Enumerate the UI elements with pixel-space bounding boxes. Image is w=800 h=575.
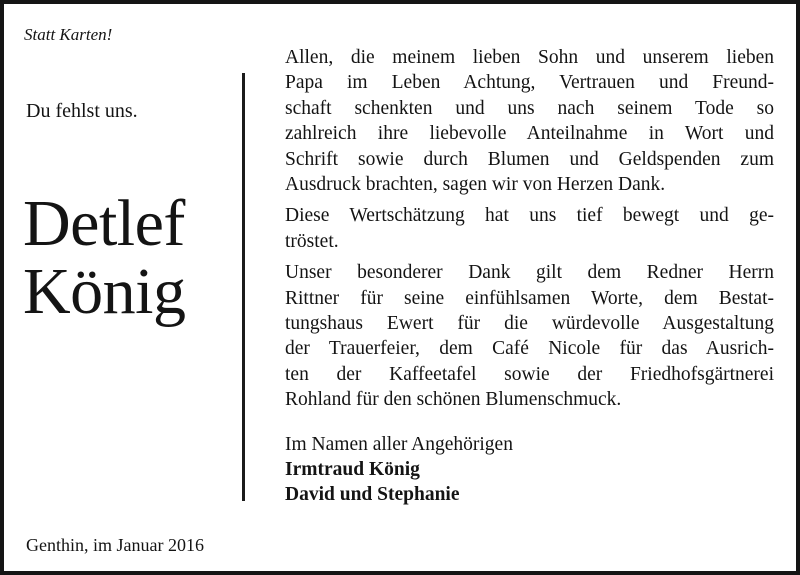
last-name: König xyxy=(23,255,186,328)
vertical-divider xyxy=(242,73,245,501)
paragraph-thanks xyxy=(285,45,774,197)
text-line: der Trauerfeier, dem Café Nicole für das Ausrich- xyxy=(285,338,774,360)
thanks-body xyxy=(285,45,774,419)
signature-block xyxy=(285,432,513,507)
first-name: Detlef xyxy=(23,187,185,260)
text-line: schaft schenkten und uns nach seinem Tode so xyxy=(285,97,774,119)
text-line: zahlreich ihre liebevolle Anteilnahme in Wort und xyxy=(285,123,774,145)
place-date: Genthin, im Januar 2016 xyxy=(26,535,204,555)
header-text: Statt Karten! xyxy=(24,25,113,44)
text-line: Rittner für seine einfühlsamen Worte, dem Bestat- xyxy=(285,287,774,309)
signature-name: David und Stephanie xyxy=(285,484,460,505)
text-line: Allen, die meinem lieben Sohn und unserem lieben xyxy=(285,47,774,68)
text-line: Unser besonderer Dank gilt dem Redner Herrn xyxy=(285,262,774,284)
text-line: Papa im Leben Achtung, Vertrauen und Freund- xyxy=(285,72,774,94)
signature-name: Irmtraud König xyxy=(285,459,420,480)
subtitle-text: Du fehlst uns. xyxy=(26,100,138,122)
deceased-name xyxy=(23,187,186,328)
paragraph-special-thanks xyxy=(285,260,774,412)
text-line: Diese Wertschätzung hat uns tief bewegt und ge- xyxy=(285,205,774,227)
text-line: tröstet. xyxy=(285,230,339,252)
text-line: ten der Kaffeetafel sowie der Friedhofsgärtnerei xyxy=(285,363,774,385)
text-line: Schrift sowie durch Blumen und Geldspenden zum xyxy=(285,148,774,170)
text-line: Ausdruck brachten, sagen wir von Herzen Dank. xyxy=(285,174,666,196)
signature-intro: Im Namen aller Angehörigen xyxy=(285,434,513,455)
text-line: tungshaus Ewert für die würdevolle Ausgestaltung xyxy=(285,313,774,335)
text-line: Rohland für den schönen Blumenschmuck. xyxy=(285,389,622,411)
paragraph-appreciation xyxy=(285,203,774,254)
